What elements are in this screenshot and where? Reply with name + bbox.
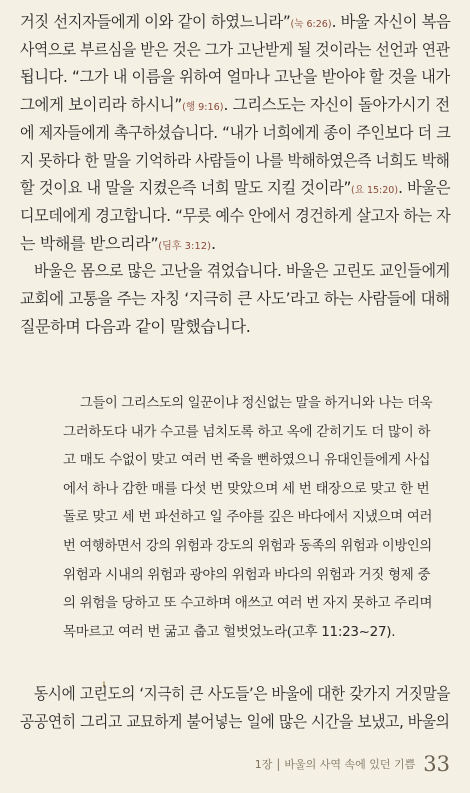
body-text-segment: 디모데에게 경고합니다. “무릇 예수 안에서 경건하게 살고자 하는 자 xyxy=(20,205,451,225)
quote-line: 그러하도다 내가 수고를 넘치도록 하고 옥에 갇히기도 더 많이 하 xyxy=(63,423,431,440)
page-number: 33 xyxy=(423,752,450,776)
body-line xyxy=(20,67,450,87)
body-text-segment: 교회에 고통을 주는 자칭 ‘지극히 큰 사도’라고 하는 사람들에 대해 xyxy=(20,289,450,308)
quote-line: 의 위험을 당하고 또 수고하며 애쓰고 여러 번 자지 못하고 주리며 xyxy=(63,595,433,612)
body-text-segment: . xyxy=(211,233,216,253)
quote-line: 그들이 그리스도의 일꾼이냐 정신없는 말을 하거니와 나는 더욱 xyxy=(80,395,433,411)
page-footer xyxy=(255,750,450,778)
scripture-reference: (딤후 3:12) xyxy=(158,240,212,252)
body-line xyxy=(20,40,450,60)
body-line xyxy=(34,261,450,281)
body-line xyxy=(20,151,450,171)
quote-line: 번 여행하면서 강의 위험과 강도의 위험과 동족의 위험과 이방인의 xyxy=(63,538,432,554)
scripture-reference: (행 9:16) xyxy=(182,102,224,114)
body-text-segment: 지 못하다 한 말을 기억하라 사람들이 나를 박해하였은즉 너희도 박해 xyxy=(20,150,450,170)
body-line xyxy=(20,12,450,35)
body-text-segment: 사역으로 부르심을 받은 것은 그가 고난받게 될 것이라는 선언과 연관 xyxy=(20,39,450,59)
quote-line: 고 매도 수없이 맞고 여러 번 죽을 뻔하였으니 유대인들에게 사십 xyxy=(63,452,431,469)
footer-chapter: 1장 xyxy=(254,758,273,771)
body-text-segment: 그에게 보이리라 하시니” xyxy=(20,95,183,115)
scripture-reference: (요 15:20) xyxy=(351,185,399,197)
body-line xyxy=(20,178,450,201)
body-text-segment: 는 박해를 받으리라” xyxy=(20,233,159,253)
body-text-segment: 에 제자들에게 촉구하셨습니다. “내가 너희에게 종이 주인보다 더 크 xyxy=(20,122,451,142)
quote-line: 위험과 시내의 위험과 광야의 위험과 바다의 위험과 거짓 형제 중 xyxy=(63,566,431,583)
scripture-reference: (눅 6:26) xyxy=(290,19,332,30)
body-line xyxy=(20,95,450,118)
quote-line: 에서 하나 감한 매를 다섯 번 맞았으며 세 번 태장으로 맞고 한 번 xyxy=(63,480,430,497)
body-line xyxy=(20,206,450,226)
body-line: 동시에 고린도의 ‘지극히 큰 사도들’은 바울에 대한 갖가지 거짓말을 xyxy=(34,684,451,703)
body-text-segment: 됩니다. “그가 내 이름을 위하여 얼마나 고난을 받아야 할 것을 내가 xyxy=(20,67,450,87)
body-text-segment: . 바울은 xyxy=(398,178,451,198)
footer-separator: | xyxy=(276,757,281,771)
body-text-segment: . 그리스도는 자신이 돌아가시기 전 xyxy=(223,95,450,115)
body-line xyxy=(20,317,250,337)
footer-section-title: 바울의 사역 속에 있던 기쁨 xyxy=(284,758,416,771)
body-text-segment: 바울은 몸으로 많은 고난을 겪었습니다. 바울은 고린도 교인들에게 xyxy=(34,261,450,281)
body-line xyxy=(20,123,450,143)
body-line xyxy=(20,234,216,257)
quote-line: 돌로 맞고 세 번 파선하고 일 주야를 깊은 바다에서 지냈으며 여러 xyxy=(63,509,433,526)
body-line: 공공연히 그리고 교묘하게 불어넣는 일에 많은 시간을 보냈고, 바울의 xyxy=(20,712,450,731)
quote-line: 목마르고 여러 번 굶고 춥고 헐벗었노라(고후 11:23~27). xyxy=(63,623,396,640)
body-text-segment: . 바울 자신이 복음 xyxy=(331,12,451,31)
body-text-segment: 할 것이요 내 말을 지켰은즉 너희 말도 지킬 것이라” xyxy=(20,178,352,198)
body-text-segment: 거짓 선지자들에게 이와 같이 하였느니라” xyxy=(20,12,291,31)
body-text-segment: 질문하며 다음과 같이 말했습니다. xyxy=(20,316,251,336)
body-line xyxy=(20,289,450,309)
